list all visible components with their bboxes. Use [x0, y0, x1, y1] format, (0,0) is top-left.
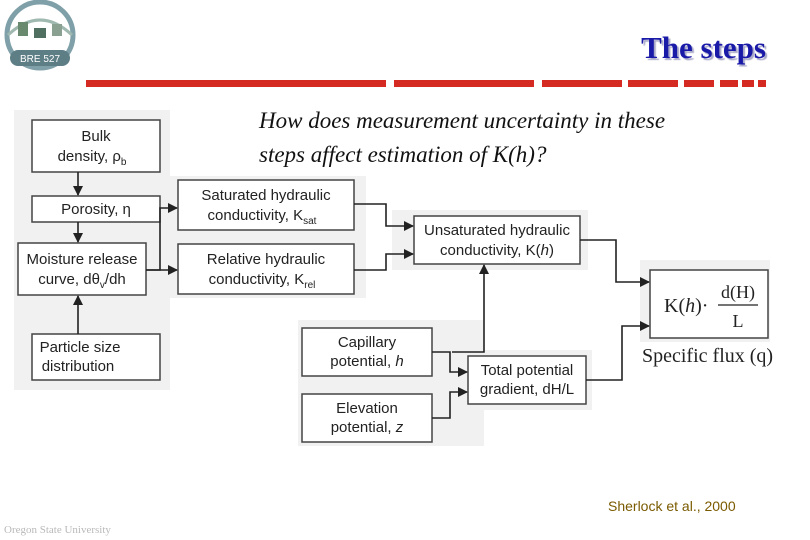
svg-text:gradient, dH/L: [480, 381, 574, 398]
unsaturated-k-box: [414, 216, 580, 264]
saturated-k-subscript: sat: [303, 216, 317, 227]
particle-size-box: [32, 334, 160, 380]
total-gradient-line-1: Total potential: [480, 362, 574, 379]
svg-text:conductivity, K(h): [440, 242, 554, 259]
bulk-density-box: [32, 120, 160, 172]
total-gradient-box: [468, 356, 586, 404]
total-gradient-line-2: gradient, d: [479, 381, 551, 398]
moisture-release-suffix: /dh: [104, 271, 126, 288]
formula-k: K(: [664, 295, 686, 317]
saturated-k-box: [178, 180, 354, 230]
citation: Sherlock et al., 2000: [608, 498, 736, 514]
svg-text:potential, h: [330, 353, 403, 370]
moisture-release-line-1: Moisture release: [26, 251, 138, 268]
formula-box: [650, 270, 768, 338]
bulk-density-line-1: Bulk: [81, 128, 111, 145]
unsaturated-k-line-2: conductivity, K(: [440, 242, 541, 259]
formula-close: )·: [695, 295, 709, 317]
capillary-line-2: potential,: [330, 353, 396, 370]
capillary-line-1: Capillary: [337, 334, 397, 351]
relative-k-box: [178, 244, 354, 294]
moisture-release-line-2: curve, dθ: [38, 271, 100, 288]
svg-text:K(h)·: [664, 295, 708, 317]
total-gradient-h: H: [550, 381, 562, 398]
elevation-z: z: [395, 419, 404, 436]
relative-k-line-2: conductivity, K: [208, 271, 305, 288]
particle-size-line-1: Particle size: [39, 339, 121, 356]
unsaturated-k-line-1: Unsaturated hydraulic: [424, 222, 570, 239]
moisture-release-subscript: v: [99, 280, 105, 291]
question-line-1: How does measurement uncertainty in these: [259, 108, 666, 133]
capillary-h: h: [395, 353, 404, 370]
porosity-label: Porosity, η: [61, 201, 131, 218]
unsaturated-k-h: h: [540, 242, 549, 259]
elevation-line-2: potential,: [330, 419, 396, 436]
formula-numerator: d(H): [721, 282, 755, 302]
saturated-k-line-2: conductivity, K: [207, 207, 304, 224]
porosity-box: [32, 196, 160, 222]
total-gradient-suffix: /L: [561, 381, 575, 398]
logo-label: BRE 527: [19, 54, 61, 65]
saturated-k-line-1: Saturated hydraulic: [201, 187, 331, 204]
svg-text:potential, z: [331, 419, 404, 436]
capillary-potential-box: [302, 328, 432, 376]
elevation-potential-box: [302, 394, 432, 442]
bulk-density-subscript: b: [120, 157, 127, 168]
arrow-unsat-to-formula: [580, 240, 649, 282]
formula-h: h: [685, 295, 696, 317]
relative-k-line-1: Relative hydraulic: [206, 251, 326, 268]
arrow-gradient-to-formula: [586, 326, 649, 380]
relative-k-subscript: rel: [304, 280, 316, 291]
elevation-line-1: Elevation: [336, 400, 398, 417]
unsaturated-k-close: ): [548, 242, 554, 259]
slide-title: The steps: [641, 30, 766, 65]
formula-denominator: L: [732, 311, 744, 331]
question-line-2: steps affect estimation of K(h)?: [259, 142, 547, 167]
particle-size-line-2: distribution: [41, 358, 115, 375]
specific-flux-label: Specific flux (q): [642, 345, 774, 367]
moisture-release-box: [18, 243, 146, 295]
bulk-density-line-2: density, ρ: [57, 148, 121, 165]
university-footer: Oregon State University: [4, 524, 111, 536]
